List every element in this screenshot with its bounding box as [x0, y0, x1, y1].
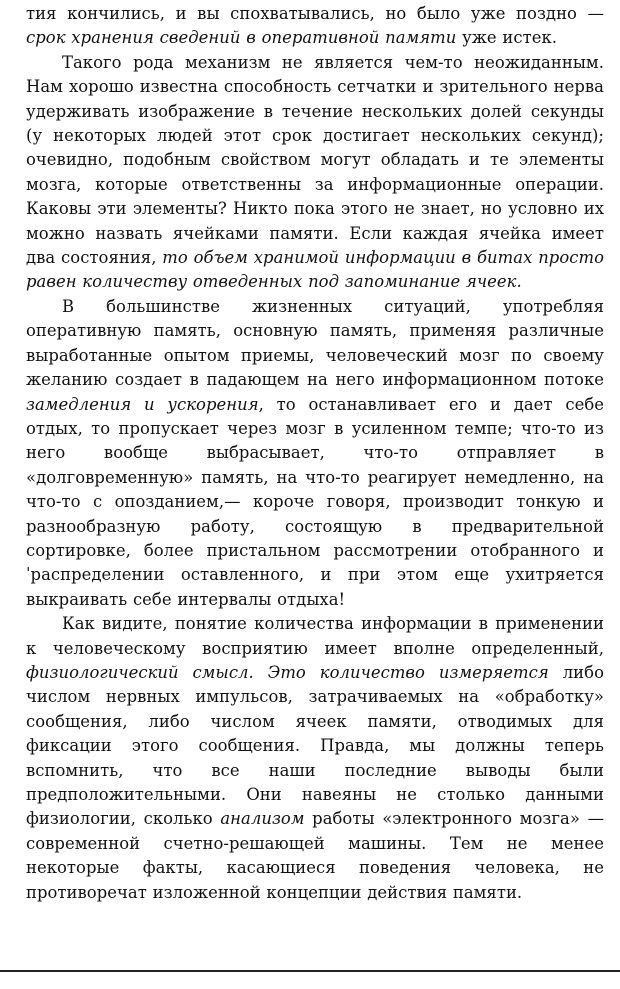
text-run: Как видите, понятие количества информации в применении к человеческому восприятию имеет вполне определенный,	[26, 614, 604, 658]
emphasis-run: срок хранения сведений в оперативной памяти	[26, 28, 457, 48]
text-run: , то останавливает его и дает себе отдых, то пропускает через мозг в усиленном темпе; что-то из него вообще выбрасывает, что-то отправляет в «долговременную» память, на что-то реагирует немедленно, на что-то с опозданием,— короче говоря, производит тонкую и разнообразную работу, состоящую в предварительной сортировке, более пристальном рассмотрении отобранного и ˈраспределении оставленного, и при этом еще ухитряется выкраивать себе интервалы отдыха!	[26, 394, 604, 609]
emphasis-run: замедления и ускорения	[26, 394, 259, 414]
emphasis-run: физиологический смысл. Это количество измеряется	[26, 662, 549, 682]
text-run: работы «электронного мозга» — современной счетно-решающей машины. Тем не менее некоторые факты, касающиеся поведения человека, не противоречат изложенной концепции действия памяти.	[26, 809, 605, 902]
paragraph-4	[26, 612, 604, 905]
emphasis-run: анализом	[220, 809, 305, 829]
text-run: уже истек.	[456, 28, 558, 48]
text-run: тия кончились, и вы спохватывались, но было уже поздно —	[26, 4, 604, 23]
paragraph-2	[26, 51, 604, 295]
paragraph-3	[26, 295, 604, 612]
paragraph-1	[26, 2, 604, 51]
page-bottom-rule	[0, 970, 620, 972]
page-text	[26, 2, 604, 905]
text-run: В большинстве жизненных ситуаций, употребляя оперативную память, основную память, применяя различные выработанные опытом приемы, человеческий мозг по своему желанию создает в падающем на него информационном потоке	[26, 296, 604, 390]
text-run: Такого рода механизм не является чем-то неожиданным. Нам хорошо известна способность сетчатки и зрительного нерва удерживать изображение в течение нескольких долей секунды (у некоторых людей этот срок достигает нескольких секунд); очевидно, подобным свойством могут обладать и те элементы мозга, которые ответственны за информационные операции. Каковы эти элементы? Никто пока этого не знает, но условно их можно назвать ячейками памяти. Если каждая ячейка имеет два состояния,	[26, 52, 604, 268]
emphasis-run: то объем хранимой информации в битах просто равен количеству отведенных под запоминание ячеек.	[26, 248, 604, 292]
text-run: либо числом нервных импульсов, затрачиваемых на «обработку» сообщения, либо числом ячеек памяти, отводимых для фиксации этого сообщения. Правда, мы должны теперь вспомнить, что все наши последние выводы были предположительными. Они навеяны не столько данными физиологии, сколько	[26, 662, 604, 829]
